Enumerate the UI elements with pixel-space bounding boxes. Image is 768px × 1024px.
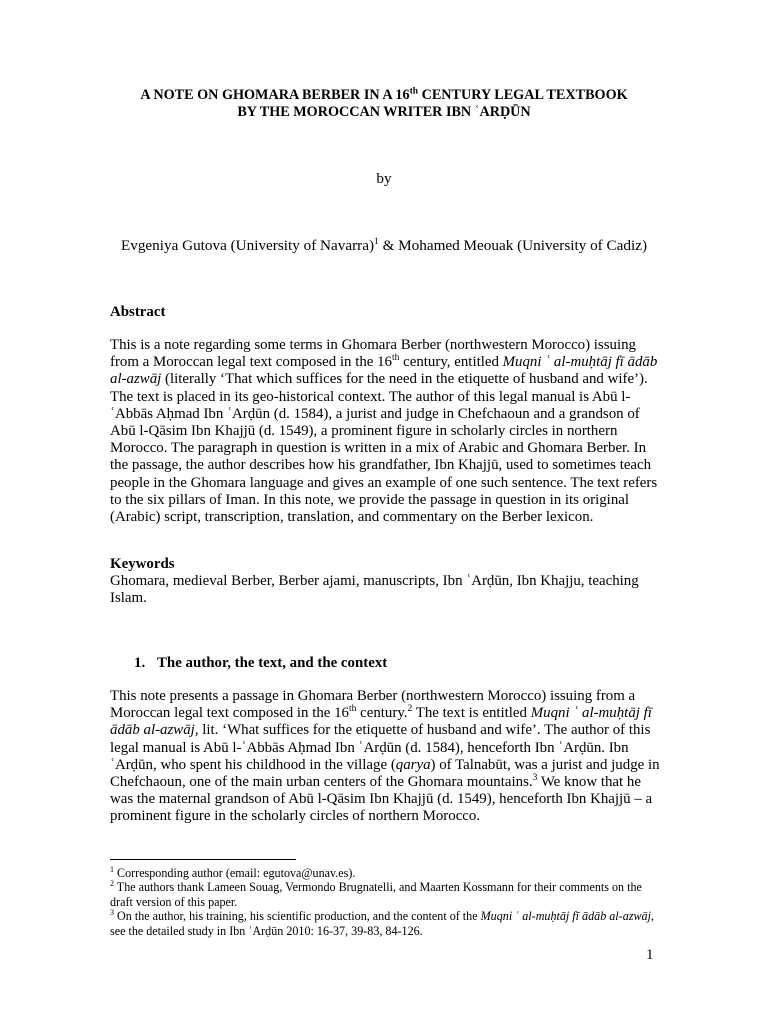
keywords-text: Ghomara, medieval Berber, Berber ajami, manuscripts, Ibn ʿArḍūn, Ibn Khajju, teaching Islam. [110,573,639,607]
author-2: & Mohamed Meouak (University of Cadiz) [378,237,648,254]
section-1-heading: The author, the text, and the context [157,655,388,671]
paper-title-line-2: BY THE MOROCCAN WRITER IBN ʿARḌŪN [237,104,531,120]
title-text: A NOTE ON GHOMARA BERBER IN A 16 [140,87,410,103]
footnote-ref-3: 3 [532,773,538,784]
section-1-number: 1. [134,655,146,671]
author-1: Evgeniya Gutova (University of Navarra) [120,237,375,254]
by-line: by [376,170,392,187]
paper-title-line-1 [0,87,768,104]
footnote-separator [110,859,296,860]
footnote-3: $^3$ On the author, his training, his scientific production, and the content of the Muqni ʿ al-muḥtāj fī ādāb al-azwāj, see the detailed study in Ibn ʿArḍūn 2010: 16-37, 39-83, 84-126. [110,908,654,938]
footnote-2: $^2$ The authors thank Lameen Souag, Vermondo Brugnatelli, and Maarten Kossmann for their comments on the draft version of this paper. [110,879,642,909]
footnote-1: $^1$ Corresponding author (email: egutova@unav.es). [110,864,356,880]
section-1-body: This note presents a passage in Ghomara Berber (northwestern Morocco) issuing from a Moroccan legal text composed in the 16th century.$^2$ The text is entitled Muqni ʿ al-muḥtāj fī ādāb al-azwāj, lit. ‘What suffices for the etiquette of husband and wife’. The author of this legal manual is Abū l-ʿAbbās Aḥmad Ibn ʿArḍūn (d. 1584), henceforth Ibn ʿArḍūn. Ibn ʿArḍūn, who spent his childhood in the village (qarya) of Talnabūt, was a jurist and judge in Chefchaoun, one of the main urban centers of the Ghomara mountains.$^3$ We know that he was the maternal grandson of Abū l-Qāsim Ibn Khajjū (d. 1549), henceforth Ibn Khajjū – a prominent figure in the scholarly circles of northern Morocco. [110,688,660,825]
abstract-body: This is a note regarding some terms in Ghomara Berber (northwestern Morocco) issuing from a Moroccan legal text composed in the 16th century, entitled Muqni ʿ al-muḥtāj fī ādāb al-azwāj (literally ‘That which suffices for the need in the etiquette of husband and wife’). The text is placed in its geo-historical context. The author of this legal manual is Abū l-ʿAbbās Aḥmad Ibn ʿArḍūn (d. 1584), a jurist and judge in Chefchaoun and a grandson of Abū l-Qāsim Ibn Khajjū (d. 1549), a prominent figure in scholarly circles in northern Morocco. The paragraph in question is written in a mix of Arabic and Ghomara Berber. In the passage, the author describes how his grandfather, Ibn Khajjū, used to sometimes teach people in the Ghomara language and gives an example of one such sentence. The text refers to the six pillars of Iman. In this note, we provide the passage in question in its original (Arabic) script, transcription, translation, and commentary on the Berber lexicon. [110,337,658,526]
footnotes [110,866,662,938]
title-superscript: th [409,86,419,97]
abstract-heading: Abstract [110,304,166,320]
footnote-ref-1: 1 [374,236,379,247]
title-text-cont: CENTURY LEGAL TEXTBOOK [418,87,628,103]
keywords-heading: Keywords [110,556,175,572]
page-number: 1 [646,947,654,963]
author-line [0,237,768,255]
footnote-ref-2: 2 [407,704,413,715]
work-title-italic: Muqni ʿ al-muḥtāj fī ādāb al-azwāj [110,354,658,388]
